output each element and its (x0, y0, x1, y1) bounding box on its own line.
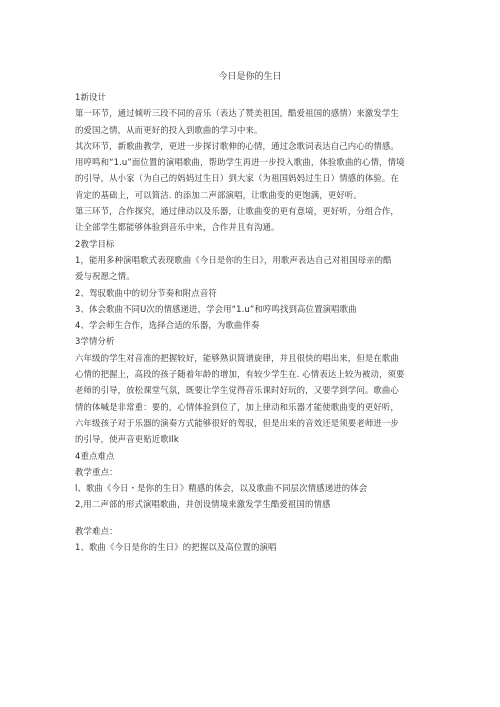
text-line: 教学重点： (75, 466, 118, 477)
text-line: 肯定的基础上，可以简洁. 的添加二声部演唱，让歌曲变的更饱满，更好听。 (75, 189, 362, 200)
text-line: 用哼鸣和“1.u”面位置的演唱歌曲，帮助学生再进一步投入歌曲，体验歌曲的心情，情境 (75, 157, 405, 168)
document-body (75, 89, 430, 555)
text-line: 的引导，从小家（为自己的妈妈过生日）到大家（为祖国妈妈过生日）情感的体验。在 (75, 173, 399, 184)
text-line: 情的体喊是非常重：要的，心情体验到位了，加上律动和乐器才能使歌曲变的更好听， (75, 401, 399, 412)
document-title: 今日是你的生日 (218, 72, 282, 82)
text-line: 的引导，使声音更贴近歌Ilk (75, 434, 179, 445)
section-heading: 2教学目标 (75, 238, 115, 249)
section-heading: 3学情分析 (75, 336, 115, 347)
text-line: 2、驾驭歌曲中的切分节奏和附点音符 (75, 287, 217, 298)
text-line: 其次环节，新歌曲教学，更进一步探讨歌伸的心情，通过念歌词表达自己内心的情感。 (75, 140, 399, 151)
text-line: 六年级孩子对于乐器的演奏方式能够很好的驾驭，但是出来的音效还是须要老师进一步 (75, 417, 399, 428)
section-heading: 4重点难点 (75, 450, 115, 461)
text-line: 第三环节，合作探究，通过律动以及乐器，让歌曲变的更有意境，更好听，分组合作， (75, 206, 399, 217)
text-line: 老师的引导，放松课堂气氛，既要让学生觉得音乐课时好玩的，又要学到学问。歌曲心 (75, 385, 399, 396)
text-line: 六年级的学生对音准的把握较好，能够熟识简谱旋律，并且很快的唱出来，但是在歌曲 (75, 352, 399, 363)
text-line: 心情的把握上，高段的孩子随着年龄的增加，有较少学生在. 心情表达上较为被动，须要 (75, 369, 405, 380)
text-line: 3、体会歌曲不同U次的情感递进，学会用“1.u”和哼鸣找到高位置演唱歌曲 (75, 303, 357, 314)
section-heading: 1新设计 (75, 92, 107, 102)
text-line: 2,用二声部的形式演唱歌曲，并创设情境来激发学生酷爱祖国的情感 (75, 499, 331, 510)
text-line: 4、学会师生合作，选择合适的乐器，为歌曲伴奏 (75, 320, 260, 331)
text-line: 第一环节，通过倾听三段不同的音乐（表达了赞美祖国，酷爱祖国的感情）来激发学生 (75, 108, 399, 119)
text-line: l、歌曲《今日・是你的生日》精感的体会，以及歌曲不同层次情感递进的体会 (75, 483, 368, 494)
blank-line (75, 513, 430, 523)
text-line: 教学难点： (75, 525, 118, 536)
text-line: 的爱国之情，从而更好的投入到歌曲的学习中来。 (75, 124, 263, 135)
text-line: 1、歌曲《今日是你的生日》的把握以及高位置的演唱 (75, 542, 277, 553)
text-line: 1，能用多种演唱歌式表现歌曲《今日是你的生日》，用歌声表达自己对祖国母亲的酷 (75, 254, 392, 265)
text-line: 让全部学生都能够体验到音乐中来，合作并且有沟通。 (75, 222, 280, 233)
text-line: 爱与祝愿之情。 (75, 271, 135, 282)
